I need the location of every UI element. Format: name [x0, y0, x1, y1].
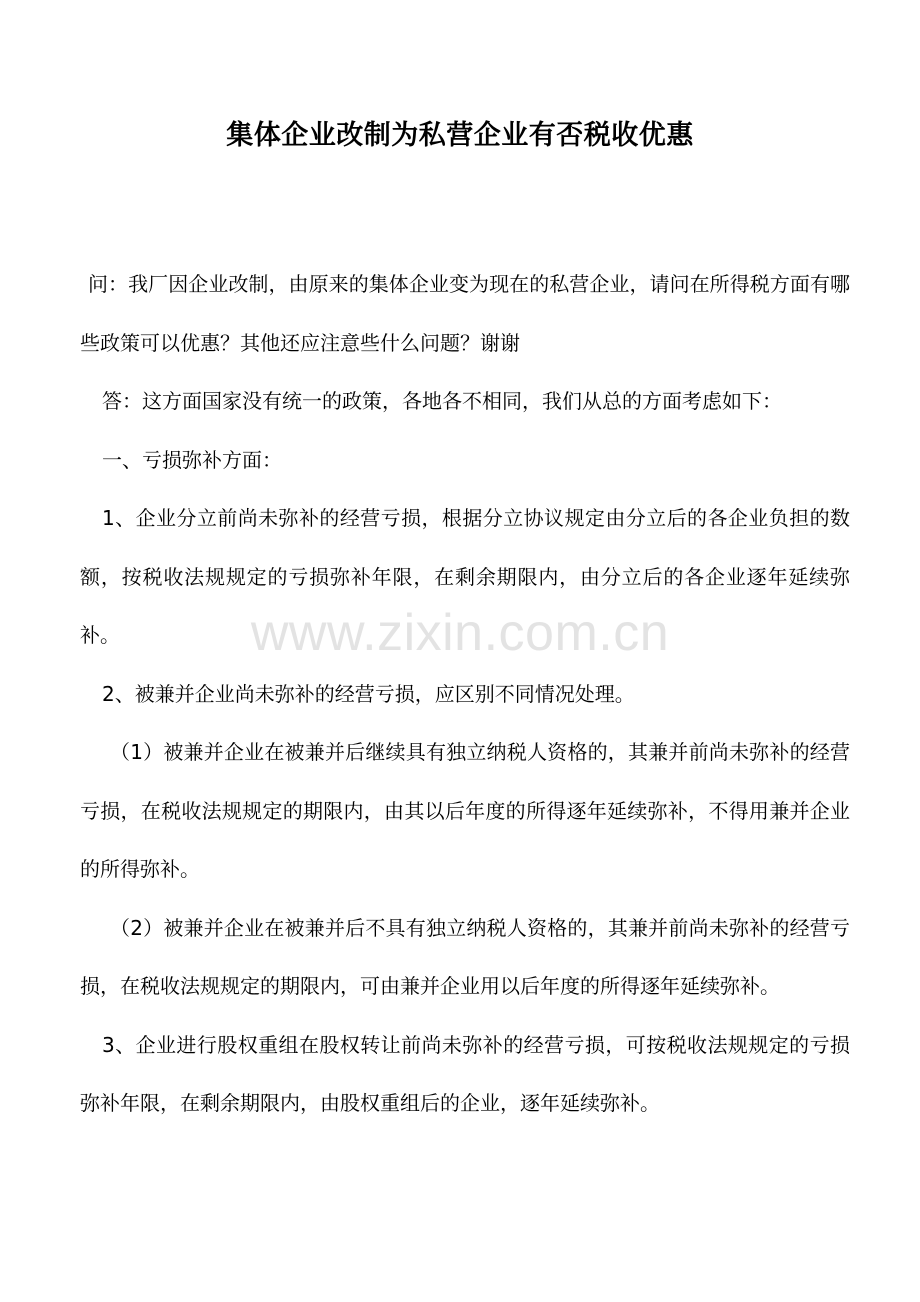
body-paragraph: （1）被兼并企业在被兼并后继续具有独立纳税人资格的，其兼并前尚未弥补的经营亏损，在税收法规规定的期限内，由其以后年度的所得逐年延续弥补，不得用兼并企业的所得弥补。 [80, 740, 850, 881]
body-paragraph: （2）被兼并企业在被兼并后不具有独立纳税人资格的，其兼并前尚未弥补的经营亏损，在税收法规规定的期限内，可由兼并企业用以后年度的所得逐年延续弥补。 [80, 915, 850, 998]
document-body [80, 255, 850, 1133]
watermark: www.zixin.com.cn [250, 604, 670, 662]
page-title: 集体企业改制为私营企业有否税收优惠 [226, 120, 694, 151]
body-paragraph: 3、企业进行股权重组在股权转让前尚未弥补的经营亏损，可按税收法规规定的亏损弥补年限，在剩余期限内，由股权重组后的企业，逐年延续弥补。 [80, 1032, 850, 1115]
answer-paragraph: 答：这方面国家没有统一的政策，各地各不相同，我们从总的方面考虑如下： [102, 389, 782, 413]
section-heading: 一、亏损弥补方面： [102, 447, 282, 472]
question-paragraph: 问：我厂因企业改制，由原来的集体企业变为现在的私营企业，请问在所得税方面有哪些政策可以优惠？其他还应注意些什么问题？谢谢 [80, 272, 850, 355]
body-paragraph: 2、被兼并企业尚未弥补的经营亏损，应区别不同情况处理。 [102, 681, 635, 706]
body-paragraph: 1、企业分立前尚未弥补的经营亏损，根据分立协议规定由分立后的各企业负担的数额，按税收法规规定的亏损弥补年限，在剩余期限内，由分立后的各企业逐年延续弥补。 [80, 506, 850, 647]
